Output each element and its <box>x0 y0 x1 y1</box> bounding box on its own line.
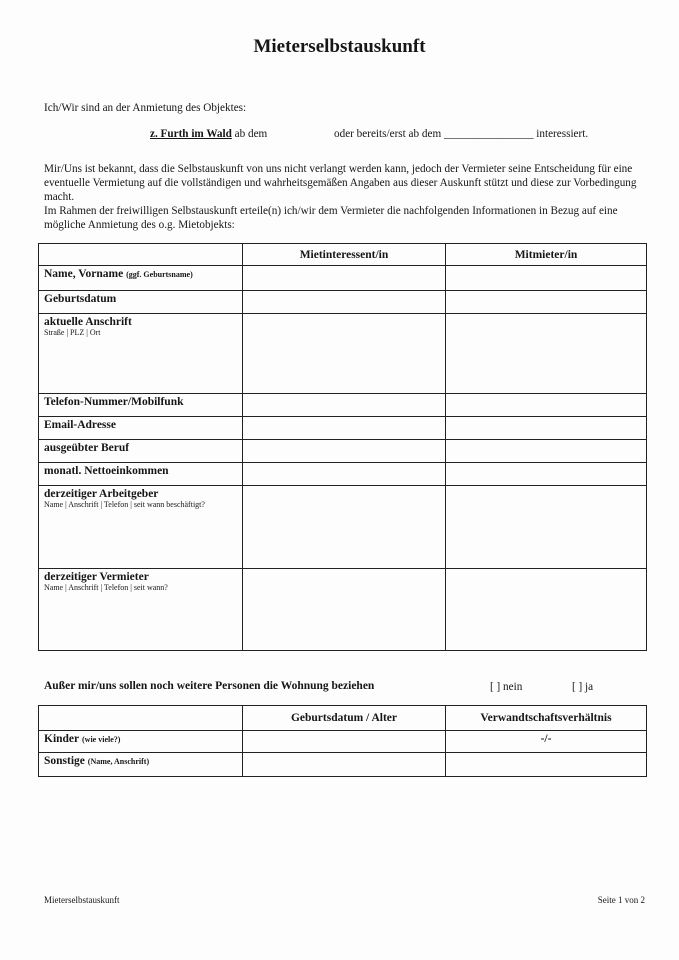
field-cell[interactable] <box>446 394 647 417</box>
field-cell[interactable] <box>243 463 446 486</box>
object-line <box>150 127 267 141</box>
header-mitmieter: Mitmieter/in <box>446 244 647 266</box>
row-label: monatl. Nettoeinkommen <box>39 463 243 486</box>
interessiert-text: interessiert. <box>536 128 589 140</box>
row-label: ausgeübter Beruf <box>39 440 243 463</box>
checkbox-ja[interactable]: [ ] ja <box>572 681 594 693</box>
row-label: Kinder (wie viele?) <box>39 731 243 753</box>
row-label: derzeitiger Arbeitgeber Name | Anschrift | Telefon | seit wann beschäftigt? <box>39 486 243 569</box>
field-cell[interactable] <box>446 440 647 463</box>
field-cell[interactable] <box>243 314 446 394</box>
row-label: Geburtsdatum <box>39 291 243 314</box>
row-label: Sonstige (Name, Anschrift) <box>39 753 243 777</box>
field-cell[interactable] <box>243 486 446 569</box>
field-cell[interactable] <box>243 569 446 651</box>
page-number: Seite 1 von 2 <box>597 895 645 905</box>
row-label: derzeitiger Vermieter Name | Anschrift | Telefon | seit wann? <box>39 569 243 651</box>
field-cell[interactable] <box>243 266 446 291</box>
field-cell[interactable]: -/- <box>446 731 647 753</box>
field-cell[interactable] <box>446 569 647 651</box>
checkbox-nein[interactable]: [ ] nein <box>490 681 523 693</box>
field-cell[interactable] <box>243 440 446 463</box>
field-cell[interactable] <box>243 731 446 753</box>
field-cell[interactable] <box>446 266 647 291</box>
field-cell[interactable] <box>446 291 647 314</box>
row-label: aktuelle Anschrift Straße | PLZ | Ort <box>39 314 243 394</box>
intro-line: Ich/Wir sind an der Anmietung des Objektes: <box>44 102 247 114</box>
persons-table <box>38 705 647 777</box>
field-cell[interactable] <box>446 417 647 440</box>
object-name: z. Furth im Wald <box>150 128 232 140</box>
row-label: Name, Vorname (ggf. Geburtsname) <box>39 266 243 291</box>
field-cell[interactable] <box>243 291 446 314</box>
header-blank <box>39 706 243 731</box>
row-label: Telefon-Nummer/Mobilfunk <box>39 394 243 417</box>
header-mietinteressent: Mietinteressent/in <box>243 244 446 266</box>
field-cell[interactable] <box>243 417 446 440</box>
persons-question: Außer mir/uns sollen noch weitere Personen die Wohnung beziehen <box>44 680 375 692</box>
date-blank[interactable]: ________________ <box>443 128 534 140</box>
applicant-table <box>38 243 647 651</box>
field-cell[interactable] <box>446 486 647 569</box>
consent-paragraph: Im Rahmen der freiwilligen Selbstauskunft erteile(n) ich/wir dem Vermieter die nachfolgenden Informationen in Bezug auf eine mögliche Anmietung des o.g. Mietobjekts: <box>44 205 618 231</box>
header-blank <box>39 244 243 266</box>
header-geburtsdatum: Geburtsdatum / Alter <box>243 706 446 731</box>
notice-paragraph: Mir/Uns ist bekannt, dass die Selbstauskunft von uns nicht verlangt werden kann, jedoch der Vermieter seine Entscheidung für eine eventuelle Vermietung auf die vollständigen und wahrheitsgemäßen Angaben aus dieser Auskunft stützt und diese zur Vorbedingung macht. <box>44 163 637 203</box>
footer-title: Mieterselbstauskunft <box>44 895 120 905</box>
date-line <box>334 127 588 141</box>
field-cell[interactable] <box>243 394 446 417</box>
document-title: Mieterselbstauskunft <box>253 36 426 57</box>
row-label: Email-Adresse <box>39 417 243 440</box>
ab-dem-text: ab dem <box>234 128 268 140</box>
field-cell[interactable] <box>243 753 446 777</box>
field-cell[interactable] <box>446 314 647 394</box>
header-verwandtschaft: Verwandtschaftsverhältnis <box>446 706 647 731</box>
field-cell[interactable] <box>446 753 647 777</box>
field-cell[interactable] <box>446 463 647 486</box>
oder-text: oder bereits/erst ab dem <box>334 128 442 140</box>
